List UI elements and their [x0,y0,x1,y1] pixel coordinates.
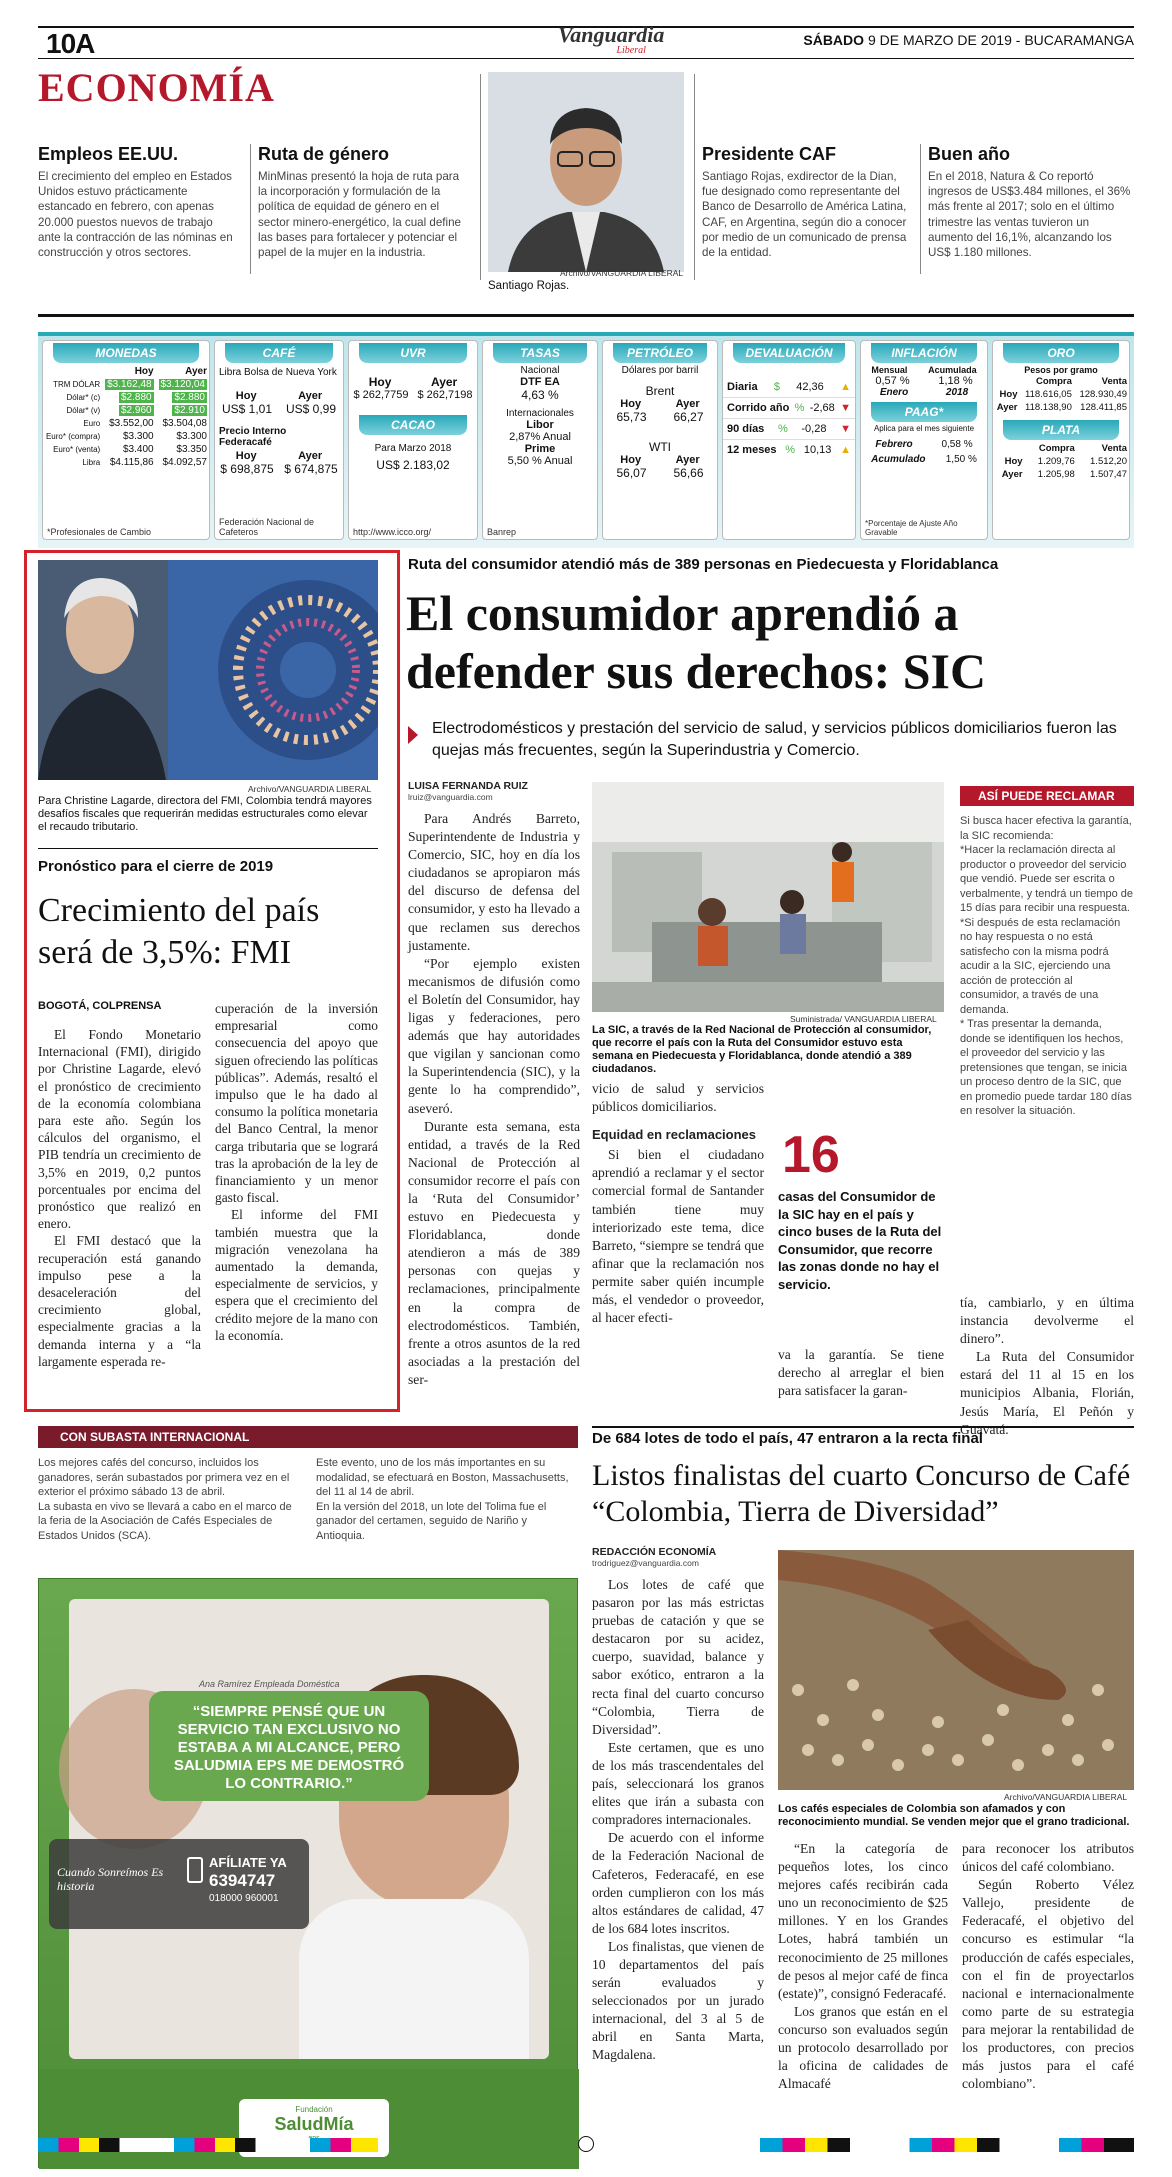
page-number: 10A [46,28,95,59]
sic-photo-caption: La SIC, a través de la Red Nacional de Protección al consumidor, que recorre el país con la Ruta del Consumidor estuvo esta semana en Piedecuesta y Floridablanca, donde atendió a 389 ciudadanos. [592,1024,932,1075]
finance-inflacion: INFLACIÓN Mensual Acumulada 0,57 % 1,18 % Enero 2018 PAAG* Aplica para el mes siguiente Febrero 0,58 % Acumulado 1,50 % *Porcentaje de Ajuste Año Gravable [860,340,988,540]
saludmia-ad[interactable] [38,1578,578,2168]
cafe-author: REDACCIÓN ECONOMÍA trodriguez@vanguardia.com [592,1546,717,1568]
sic-big-number: 16 [782,1126,840,1184]
sic-big-text: casas del Consumidor de la SIC hay en el país y cinco buses de la Ruta del Consumidor, que recorre las zonas donde no hay el servicio. [778,1189,942,1292]
fmi-kicker: Pronóstico para el cierre de 2019 [38,858,274,875]
fmi-body: El Fondo Monetario Internacional (FMI), dirigido por Christine Lagarde, elevó el pronóstico de crecimiento de la economía colombiana para este año. Según los cálculos del organismo, el PIB tendría un crecimiento de 3,5% en 2019, 0,2 puntos porcentuales por encima del pronóstico que realizó en enero. El FMI destacó que la recuperación está ganando impulso pese a la desaceleración del crecimiento global, especialmente gracias a la demanda interna y a “la largamente esperada re- cuperación de la inversión empresarial como consecuencia del apoyo que siguen ofreciendo las políticas públicas”. Además, resaltó el impulso que le ha dado al consumo la política monetaria del Banco Central, la menor carga tributaria que se logrará tras la aprobación de la ley de financiamiento y un menor gasto fiscal. El informe del FMI también muestra que la migración venezolana ha aumentado la demanda, especialmente de servicios, y espera que el crecimiento del crédito mejore de la mano con la economía. [38,1001,378,1369]
sic-headline: El consumidor aprendió a defender sus derechos: SIC [406,585,987,699]
finance-oro: ORO Pesos por gramo Compra Venta Hoy 118.616,05 128.930,49 Ayer 118.138,90 128.411,85 PLATA Compra Venta Hoy 1.209,76 1.512,20 Ayer 1.205,98 1.507,47 [992,340,1130,540]
brief-caf: Presidente CAF Santiago Rojas, exdirector de la Dian, fue designado como representante del Banco de Desarrollo de América Latina, CAF, en Argentina, según dio a conocer por medio de un comunicado de prensa de la entidad. [702,144,907,260]
fmi-byline: BOGOTÁ, COLPRENSA [38,1000,162,1012]
brief-empleos: Empleos EE.UU. El crecimiento del empleo en Estados Unidos estuvo prácticamente estancado en febrero, con apenas 20.000 puestos nuevos de trabajo ante la contracción de las nóminas en construcción y otros sectores. [38,144,233,260]
registration-mark-icon [578,2136,594,2152]
subasta-col1: Los mejores cafés del concurso, incluidos los ganadores, serán subastados por primera vez en el exterior el próximo sábado 13 de abril. La subasta en vivo se llevará a cabo en el marco de la feria de la Asociación de Cafés Especiales de Estados Unidos (SCA). [38,1457,292,1542]
sic-col3: va la garantía. Se tiene derecho al arreglar el bien para satisfacer la garan- [778,1347,944,1399]
sic-col4: tía, cambiarlo, y en última instancia devolverme el dinero”. La Ruta del Consumidor estará del 11 al 15 en los municipios Albania, Florián, Jesús María, El Peñón y Guavatá. [960,1295,1134,1437]
subasta-title: CON SUBASTA INTERNACIONAL [60,1430,250,1444]
sic-deck: Electrodomésticos y prestación del servicio de salud, y servicios públicos domiciliarios fueron las quejas más frecuentes, según la Superindustria y Comercio. [432,720,1117,759]
masthead-logo: Vanguardia Liberal [558,22,665,56]
fmi-photo-credit: Archivo/VANGUARDIA LIBERAL [248,784,372,794]
ad-quote: “SIEMPRE PENSÉ QUE UN SERVICIO TAN EXCLUSIVO NO ESTABA A MI ALCANCE, PERO SALUDMIA EPS ME DEMOSTRÓ LO CONTRARIO.” [149,1691,429,1801]
sic-kicker: Ruta del consumidor atendió más de 389 personas en Piedecuesta y Floridablanca [408,556,999,573]
finance-cafe: CAFÉ Libra Bolsa de Nueva York Hoy Ayer US$ 1,01 US$ 0,99 Precio Interno Federacafé Hoy Ayer $ 698,875 $ 674,875 Federación Nacional de Cafeteros [214,340,344,540]
cafe-kicker: De 684 lotes de todo el país, 47 entraron a la recta final [592,1430,983,1447]
finance-petroleo: PETRÓLEO Dólares por barril Brent Hoy Ayer 65,73 66,27 WTI Hoy Ayer 56,07 56,66 [602,340,718,540]
sic-sidebar: ASÍ PUEDE RECLAMAR Si busca hacer efectiva la garantía, la SIC recomienda: *Hacer la reclamación directa al productor o proveedor del servicio que vendió. Puede ser escrita o verbalmente, y tendrá un tiempo de 15 días para recibir una respuesta. *Si después de esta reclamación no hay respuesta o no está satisfecho con la misma podrá acudir a la SIC, ejerciendo una acción de protección al consumidor, a través de una demanda. * Tras presentar la demanda, donde se identifiquen los hechos, el proveedor del servicio y las pretensiones que tengan, se inicia un proceso dentro de la SIC, que en promedio puede tardar 180 días en resolver la situación. [960,786,1134,1119]
sic-photo [592,782,944,1012]
fmi-photo-caption: Para Christine Lagarde, directora del FMI, Colombia tendrá mayores desafíos fiscales que requerirán medidas estructurales como elevar el recaudo tributario. [38,795,372,833]
sic-author: LUISA FERNANDA RUIZ lruiz@vanguardia.com [408,780,528,802]
edition-date: SÁBADO 9 DE MARZO DE 2019 - BUCARAMANGA [803,32,1134,48]
ad-cta[interactable]: AFÍLIATE YA [209,1855,287,1870]
ad-phone[interactable]: 6394747 [209,1871,276,1890]
subasta-col2: Este evento, uno de los más importantes en su modalidad, se efectuará en Boston, Massachusetts, del 11 al 14 de abril. En la versión del 2018, un lote del Tolima fue el ganador del certamen, seguido de Nariño y Antioquia. [316,1457,569,1542]
finance-devaluacion: DEVALUACIÓN Diaria $ 42,36 ▲ Corrido año % -2,68 ▼ 90 días % -0,28 ▼ 12 meses % 10,13 ▲ [722,340,856,540]
cafe-col3: para reconocer los atributos únicos del café colombiano. Según Roberto Vélez Vallejo, presidente de Federacafé, el objetivo del concurso es estimular “la producción de cafés especiales, con el fin de proyectarlos nacional e internacionalmente como parte de su estrategia para mejorar la rentabilidad de los productores, con precios más justos para el café colombiano”. [962,1841,1134,2092]
fmi-headline: Crecimiento del país será de 3,5%: FMI [38,892,320,971]
portrait-caption: Santiago Rojas. [488,280,570,292]
section-title: ECONOMÍA [38,65,275,110]
cafe-photo-caption: Los cafés especiales de Colombia son afamados y con reconocimiento mundial. Se venden mejor que el grano tradicional. [778,1803,1130,1828]
cafe-col1: Los lotes de café que pasaron por las más estrictas pruebas de catación y que se destacaron por su acidez, cuerpo, suavidad, balance y sabor exótico, entraron a la recta final del cuarto concurso “Colombia, Tierra de Diversidad”. Este certamen, que es uno de los más trascendentales del país, seleccionará los granos elites que irán a subasta con compradores internacionales. De acuerdo con el informe de la Federación Nacional de Cafeteros, Federacafé, en ese orden cumplieron con los más altos estándares de calidad, 47 de los 684 lotes inscritos. Los finalistas, que vienen de 10 departamentos del país serán evaluados y seleccionados por un jurado internacional, del 3 al 5 de abril en Santa Marta, Magdalena. [592,1577,764,2063]
portrait-santiago-rojas [488,72,684,272]
sic-col2: vicio de salud y servicios públicos domiciliarios. Equidad en reclamaciones Si bien el ciudadano aprendió a reclamar y el sector comercial formal de Santander también tiene muy interiorizado este tema, dice Barreto, “siempre se tendrá que afinar que la reclamación nos permite saber quién incumple más, el vendedor o proveedor, al hacer efecti- [592,1081,764,1326]
finance-uvr: UVR Hoy Ayer $ 262,7759 $ 262,7198 CACAO Para Marzo 2018 US$ 2.183,02 http://www.icco.org/ [348,340,478,540]
color-bar-left [38,2138,378,2152]
deck-arrow-icon [408,726,418,744]
finance-tasas: TASAS Nacional DTF EA 4,63 % Internacionales Libor 2,87% Anual Prime 5,50 % Anual Banrep [482,340,598,540]
ad-slogan: Cuando Sonreímos Es historia [57,1865,164,1893]
cafe-headline: Listos finalistas del cuarto Concurso de Café “Colombia, Tierra de Diversidad” [592,1459,1131,1528]
phone-icon [187,1857,203,1883]
cafe-col2: “En la categoría de pequeños lotes, los cinco mejores cafés recibirán cada uno un reconocimiento de $25 millones. Y en los Grandes Lotes, habrá también un reconocimiento de 25 millones de pesos al mejor café de finca (estate)”, consignó Federacafé. Los granos que están en el concurso son evaluados según un protocolo desarrollado por la oficina de calidades de Almacafé [778,1841,948,2092]
ad-brand-logo: Fundación SaludMía [239,2099,389,2157]
cafe-photo-credit: Archivo/VANGUARDIA LIBERAL [1004,1792,1128,1802]
ad-person: Ana Ramírez Empleada Doméstica [199,1679,340,1689]
sic-photo-credit: Suministrada/ VANGUARDIA LIBERAL [790,1014,937,1024]
finance-monedas: MONEDAS Hoy Ayer TRM DÓLAR $3.162,48 $3.120,04 Dólar* (c) $2.880 $2.880 Dólar* (v) $2.960 $2.910 Euro $3.552,00 $3.504,08 Euro* (compra) $3.300 $3.300 Euro* (venta) $3.400 $3.350 Libra $4.115,86 $4.092,57 *Profesionales de Cambio [42,340,210,540]
color-bar-right [760,2138,1134,2152]
portrait-credit: Archivo/VANGUARDIA LIBERAL [560,268,684,278]
cafe-photo [778,1550,1134,1790]
brief-buen-ano: Buen año En el 2018, Natura & Co reportó ingresos de US$3.484 millones, el 36% más frente al 2017; solo en el último trimestre las ventas tuvieron un aumento del 16,1%, alcanzando los US$ 1.180 millones. [928,144,1131,260]
brief-genero: Ruta de género MinMinas presentó la hoja de ruta para la incorporación y formulación de la política de equidad de género en el sector minero-energético, la cual define las bases para fortalecer y potenciar el papel de la mujer en la industria. [258,144,461,260]
sic-col1: Para Andrés Barreto, Superintendente de Industria y Comercio, SIC, hoy en día los ciudadanos se apropiaron más del discurso de defensa del consumidor, y esto ha llevado a que reclamen sus derechos justamente. “Por ejemplo existen mecanismos de difusión como el Boletín del Consumidor, hay ligas y federaciones, pero además que hay autoridades que vigilan y sancionan como la Superintendencia (SIC), y la gente lo ha comprendido”, aseveró. Durante esta semana, esta entidad, a través de la Red Nacional de Protección al consumidor recorre el país con la ‘Ruta del Consumidor’ estuvo en Piedecuesta y Floridablanca, donde atendieron a más de 389 personas con quejas y reclamaciones, principalmente en la compra de electrodomésticos. También, frente a otros asuntos de la red asociadas a la prestación del ser- [408,811,580,1387]
ad-phone-2[interactable]: 018000 960001 [209,1893,279,1904]
fmi-photo [38,560,378,780]
